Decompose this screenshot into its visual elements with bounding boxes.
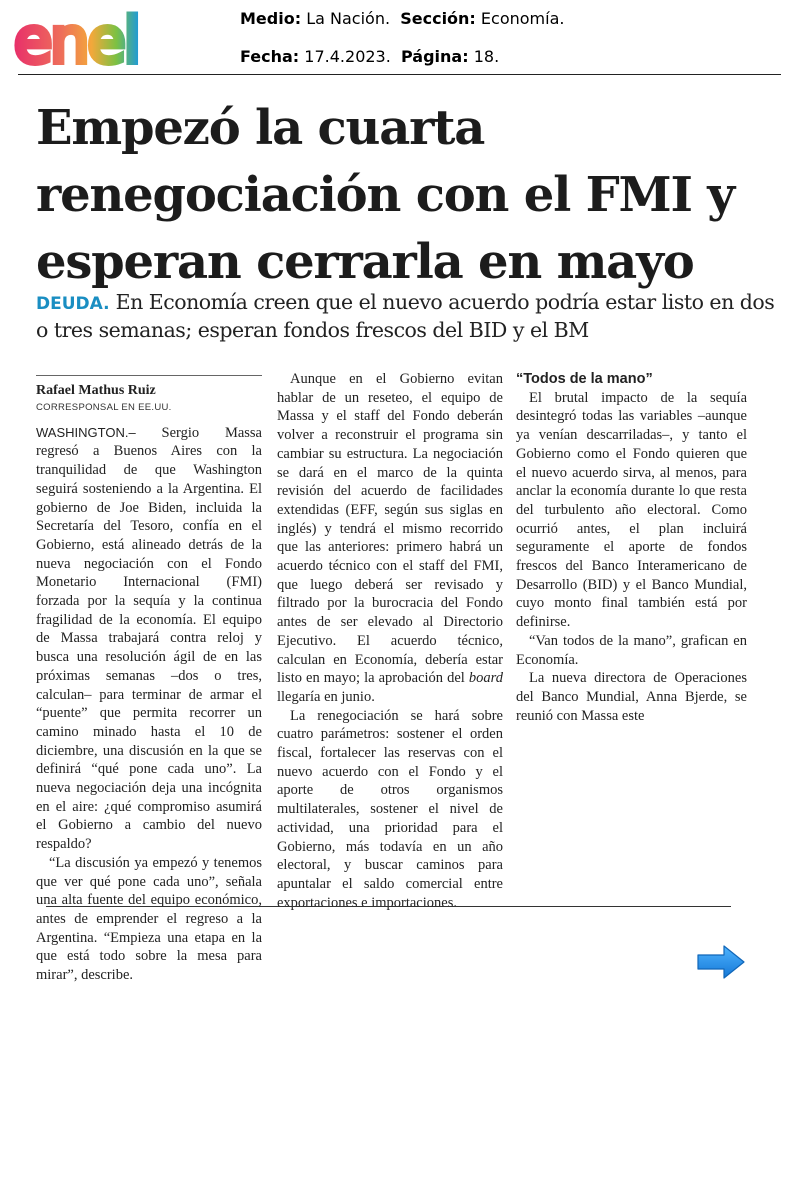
paragraph-4 <box>277 707 503 913</box>
article-kicker: DEUDA. <box>36 294 110 314</box>
paragraph-6-text: “Van todos de la mano”, grafican en Economía. <box>516 632 747 668</box>
article-subhead <box>36 289 776 343</box>
author-name: Rafael Mathus Ruiz <box>36 383 156 398</box>
footer-divider <box>46 906 731 907</box>
paragraph-3 <box>277 370 503 707</box>
paragraph-5 <box>516 389 747 632</box>
article-headline: Empezó la cuarta renegociación con el FMI y esperan cerrarla en mayo <box>36 100 734 290</box>
medio-label: Medio: <box>240 9 302 28</box>
paragraph-1-text: Sergio Massa regresó a Buenos Aires con la tranquilidad de que Washington seguirá sosteniendo a la Argentina. El gobierno de Joe Biden, incluida la Secretaría del Tesoro, confía en el Gobierno, está alineado detrás de la nueva negociación con el Fondo Monetario Internacional (FMI) forzada por la sequía y la continua fragilidad de la economía. El equipo de Massa trabajará contra reloj y busca una resolución ágil de en las próximas semanas –dos o tres, calculan– para terminar de armar el “puente” que permita recorrer un camino minado hasta el 10 de diciembre, una discusión en la que se definirá “qué pone cada uno”. La nueva negociación deja una incógnita en el aire: ¿qué compromiso asumirá el Gobierno a cambio del nuevo respaldo? <box>36 424 262 853</box>
seccion-label: Sección: <box>400 9 476 28</box>
paragraph-4-text: La renegociación se hará sobre cuatro parámetros: sostener el orden fiscal, fortalecer las reservas con el nuevo acuerdo con el Fondo y el aporte de otros organismos multilaterales, sostener el nivel de actividad, una prioridad para el Gobierno, más todavía en un año electoral, y buscar caminos para apuntalar el saldo comercial entre exportaciones e importaciones. <box>277 707 503 911</box>
article-column-3 <box>516 370 747 725</box>
medio-value: La Nación. <box>306 9 391 28</box>
subhead-text: En Economía creen que el nuevo acuerdo podría estar listo en dos o tres semanas; esperan fondos frescos del BID y el BM <box>36 290 775 342</box>
section-subtitle: “Todos de la mano” <box>516 371 653 387</box>
paragraph-3-text: Aunque en el Gobierno evitan hablar de un reseteo, el equipo de Massa y el staff del Fondo deberán volver a reconstruir el programa sin cambiar su estructura. La negociación se dará en el marco de la quinta revisión del acuerdo de facilidades extendidas (EFF, según sus siglas en inglés) y tendrá el mismo recorrido que las anteriores: primero habrá un acuerdo técnico con el staff del FMI, que luego deberá ser revisado y filtrado por la burocracia del Fondo antes de ser elevado al Directorio Ejecutivo. El acuerdo técnico, calculan en Economía, debería estar listo en mayo; la aprobación del <box>277 371 503 687</box>
meta-line-fecha <box>240 47 499 66</box>
paragraph-6 <box>516 632 747 669</box>
author-role: CORRESPONSAL EN EE.UU. <box>36 402 172 413</box>
fecha-label: Fecha: <box>240 47 300 66</box>
pagina-value: 18. <box>473 47 500 66</box>
meta-line-medio <box>240 9 564 28</box>
dateline: WASHINGTON.– <box>36 424 136 440</box>
paragraph-3-emphasis: board <box>468 670 503 687</box>
header-divider <box>18 74 781 75</box>
paragraph-1 <box>36 424 262 854</box>
paragraph-2 <box>36 854 262 985</box>
logo-wordmark: enel <box>14 4 139 74</box>
paragraph-7-text: La nueva directora de Operaciones del Banco Mundial, Anna Bjerde, se reunió con Massa este <box>516 670 747 724</box>
paragraph-3-end: llegaría en junio. <box>277 688 375 705</box>
arrow-right-icon[interactable] <box>696 944 746 980</box>
paragraph-7 <box>516 669 747 725</box>
seccion-value: Economía. <box>480 9 565 28</box>
byline-divider <box>36 375 262 376</box>
enel-logo <box>14 4 184 74</box>
article-column-1 <box>36 370 262 985</box>
fecha-value: 17.4.2023. <box>304 47 391 66</box>
pagina-label: Página: <box>400 47 469 66</box>
article-column-2 <box>277 370 503 912</box>
paragraph-2-text: “La discusión ya empezó y tenemos que ver qué pone cada uno”, señala una alta fuente del equipo económico, antes de emprender el regreso a la Argentina. “Empieza una etapa en la que está todo sobre la mesa para mirar”, describe. <box>36 854 262 984</box>
paragraph-5-text: El brutal impacto de la sequía desintegró todas las variables –aunque ya venían descarriladas–, y tanto el Gobierno como el Fondo quieren que el nuevo acuerdo sirva, al menos, para anclar la economía durante lo que resta del turbulento año electoral. Como ocurrió antes, el plan incluirá seguramente el aporte de fondos frescos del Banco Interamericano de Desarrollo (BID) y el Banco Mundial, cuyo monto final también está por definirse. <box>516 389 747 631</box>
